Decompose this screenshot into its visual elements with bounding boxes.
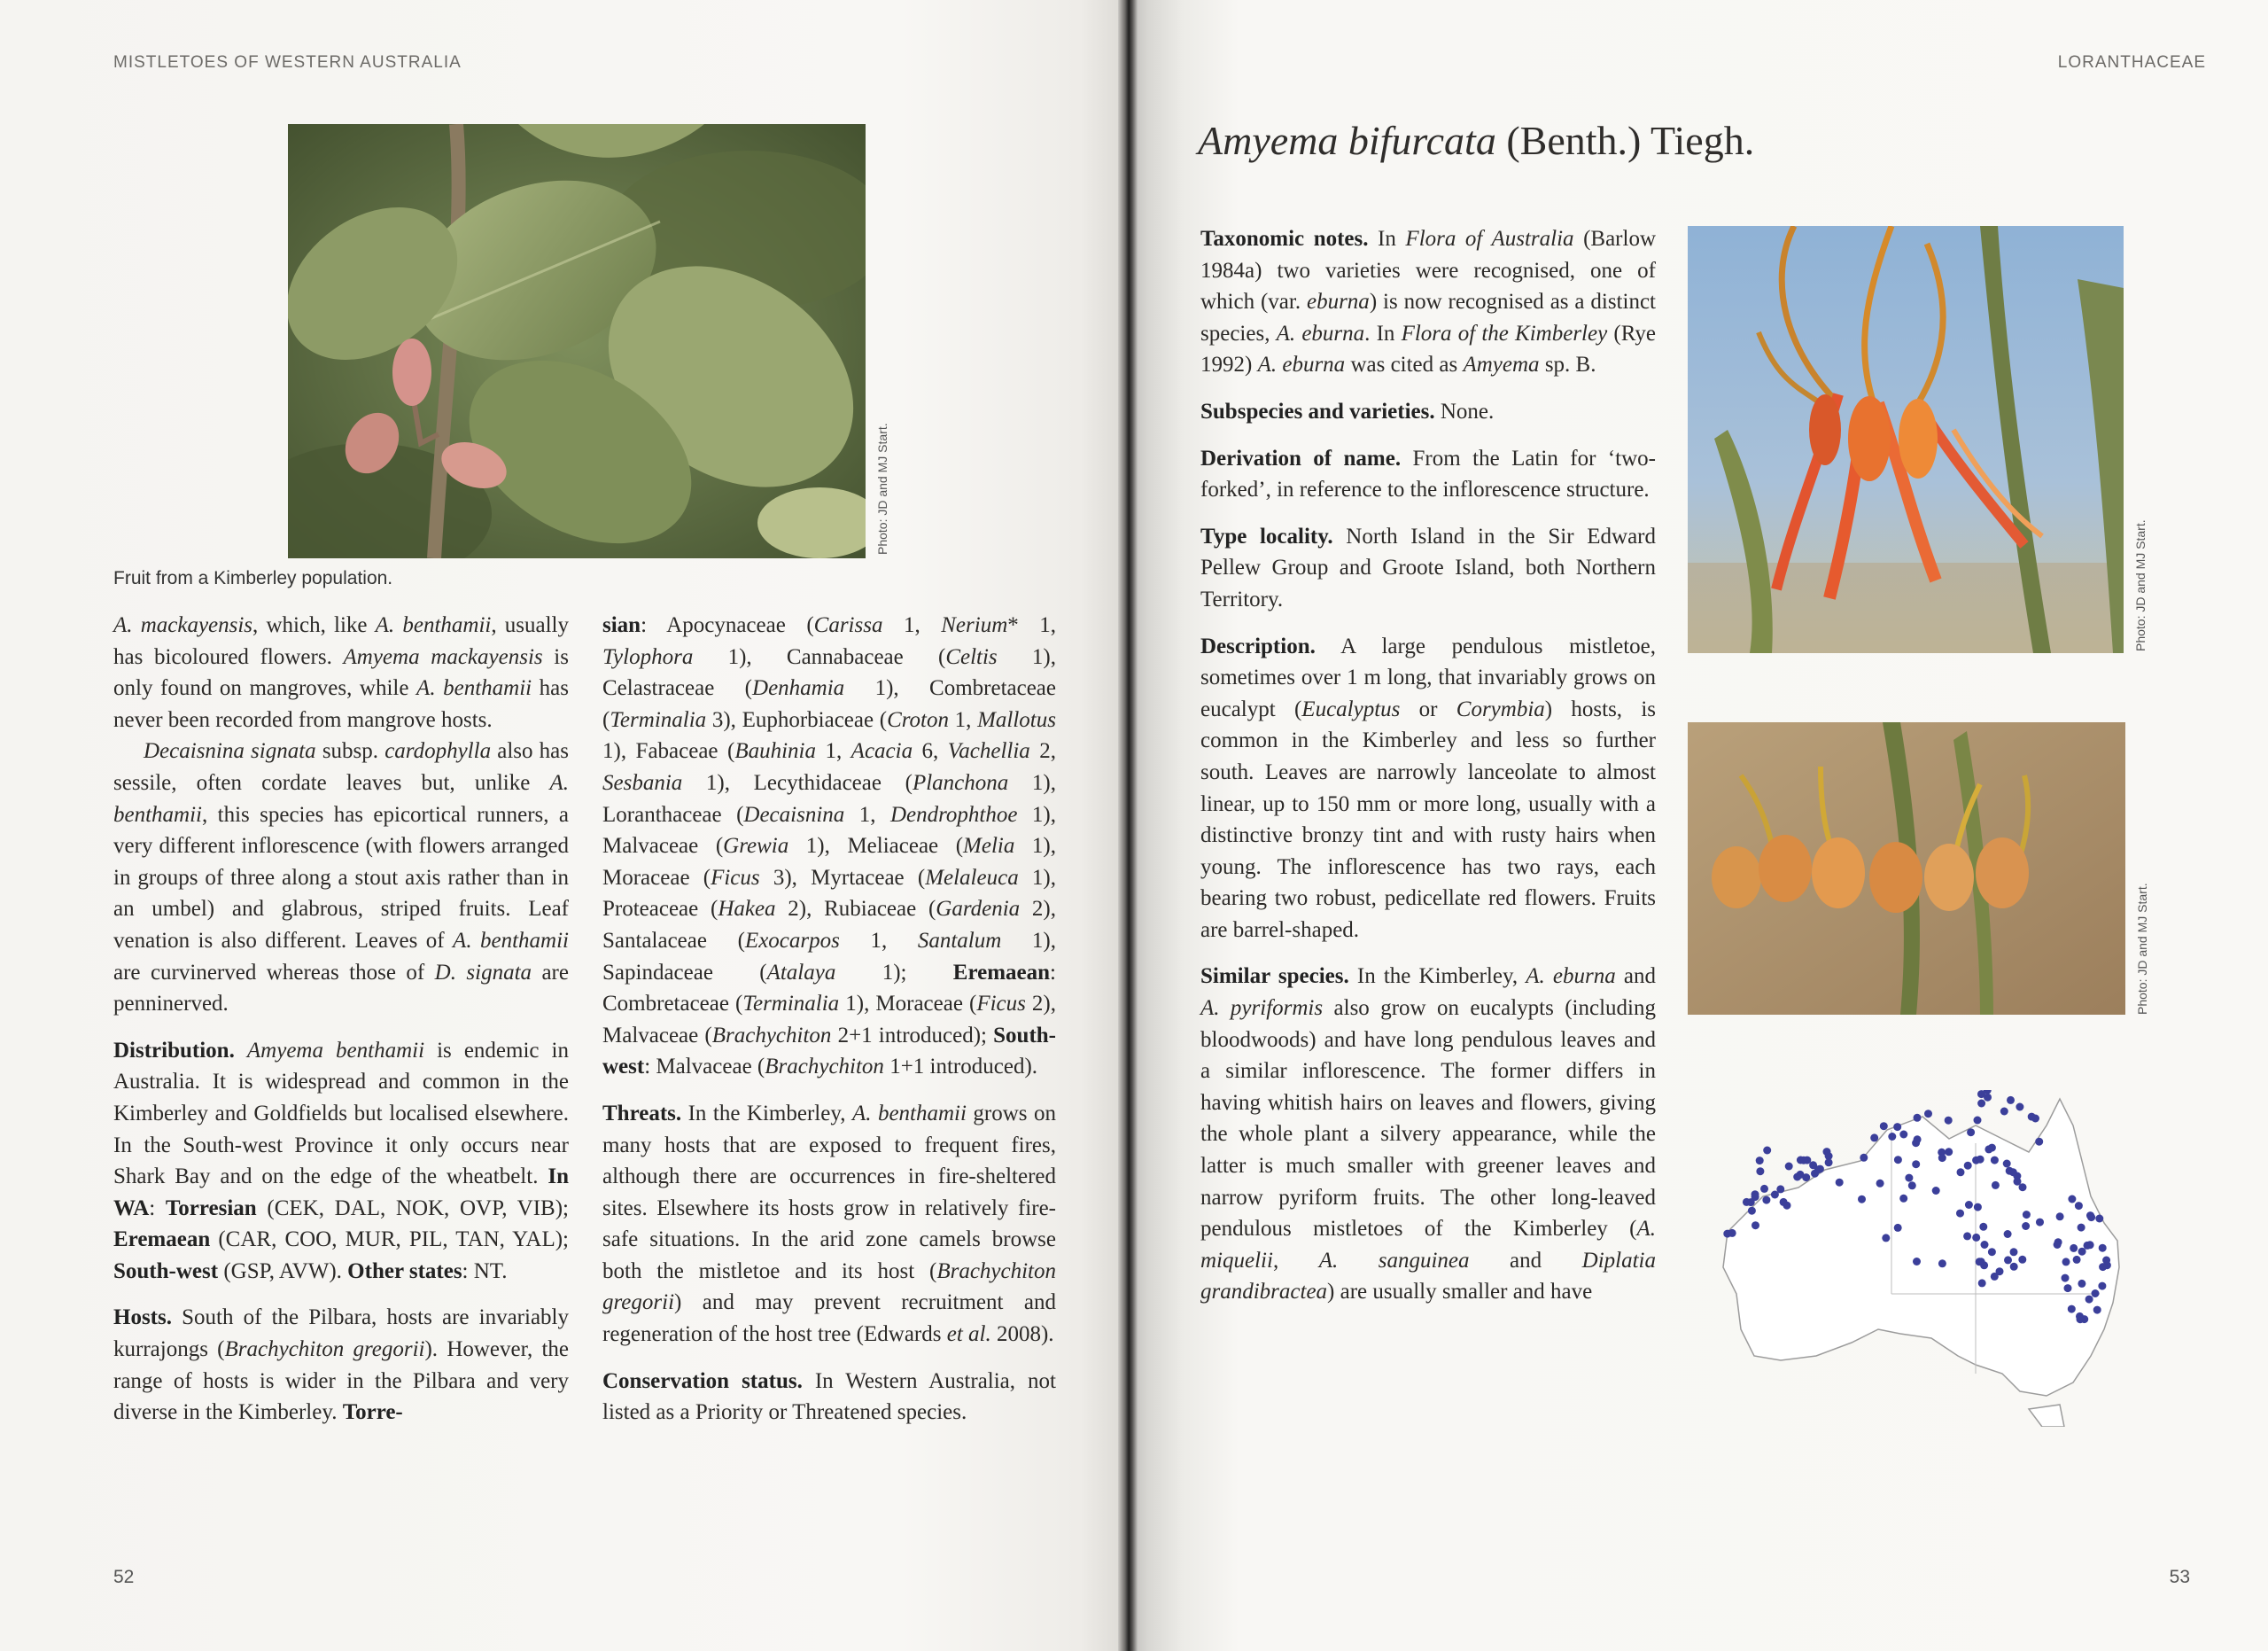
book-spine bbox=[1118, 0, 1138, 1651]
record-dot bbox=[2093, 1306, 2101, 1314]
text-run: has never been recorded from mangrove hosts. bbox=[113, 676, 570, 732]
text-run: Torre- bbox=[342, 1400, 403, 1425]
threats-paragraph bbox=[602, 1098, 1056, 1351]
text-run: Vachellia bbox=[947, 739, 1030, 764]
text-run: In the Kimberley, bbox=[1348, 964, 1526, 989]
text-run: 3), Euphorbiaceae ( bbox=[706, 707, 888, 732]
record-dot bbox=[2073, 1256, 2081, 1264]
record-dot bbox=[2000, 1108, 2008, 1116]
red-pendulous-flowers-photo-icon bbox=[1688, 226, 2124, 653]
record-dot bbox=[1793, 1173, 1801, 1181]
text-run: : Combretaceae ( bbox=[602, 960, 1056, 1016]
text-run: Hakea bbox=[718, 897, 776, 922]
record-dot bbox=[1972, 1234, 1980, 1242]
record-dot bbox=[1992, 1181, 2000, 1189]
record-dot bbox=[2016, 1103, 2023, 1111]
text-run: Decaisnina signata bbox=[144, 739, 316, 764]
text-run: 1), Moraceae ( bbox=[602, 834, 1057, 890]
record-dot bbox=[1825, 1158, 1833, 1166]
taxonomic-notes-paragraph bbox=[1200, 223, 1656, 381]
record-dot bbox=[2095, 1215, 2103, 1223]
paragraph bbox=[113, 610, 569, 736]
text-run: From the Latin for ‘two-forked’, in reference to the inflorescence structure. bbox=[1200, 446, 1656, 502]
text-run: A. eburna bbox=[1257, 353, 1346, 378]
text-run: Terminalia bbox=[742, 992, 840, 1016]
record-dot bbox=[1981, 1241, 1989, 1249]
text-run: Exocarpos bbox=[744, 928, 840, 953]
text-run: A. eburna bbox=[1276, 321, 1365, 346]
text-run: Derivation of name. bbox=[1200, 446, 1402, 471]
record-dot bbox=[1899, 1195, 1907, 1203]
text-run: ) is now recognised as a distinct species, bbox=[1200, 290, 1656, 346]
record-dot bbox=[1888, 1133, 1896, 1141]
text-run: 6, bbox=[913, 739, 948, 764]
text-run: Eremaean bbox=[113, 1227, 211, 1252]
text-run: 1+1 introduced). bbox=[883, 1055, 1038, 1079]
record-dot bbox=[2028, 1113, 2036, 1121]
record-dot bbox=[1914, 1114, 1922, 1122]
photo-credit: Photo: JD and MJ Start. bbox=[2135, 883, 2149, 1015]
record-dot bbox=[1771, 1191, 1779, 1199]
distribution-map bbox=[1710, 1090, 2126, 1427]
text-run: Amyema bbox=[1463, 353, 1540, 378]
text-run: ) are usually smaller and have bbox=[1327, 1280, 1593, 1304]
record-dot bbox=[2056, 1212, 2064, 1220]
paragraph bbox=[113, 736, 569, 1019]
right-column bbox=[1200, 223, 1656, 1308]
text-run: Santalum bbox=[917, 928, 1002, 953]
text-run: Celtis bbox=[945, 644, 998, 669]
text-run: Amyema mackayensis bbox=[343, 644, 543, 669]
page-number-left: 52 bbox=[113, 1567, 135, 1587]
record-dot bbox=[1760, 1185, 1768, 1193]
fruit-photo bbox=[288, 124, 866, 558]
mistletoe-fruit-photo-icon bbox=[288, 124, 866, 558]
text-run: , usually has bicoloured flowers. bbox=[113, 613, 569, 669]
text-run: 1), Fabaceae ( bbox=[602, 739, 735, 764]
record-dot bbox=[1836, 1179, 1844, 1187]
text-run: Corymbia bbox=[1456, 697, 1545, 721]
text-run: is endemic in Australia. It is widespread and common in the Kimberley and Goldfields but localised elsewhere. In the South-west Province it only occurs near Shark Bay and on the edge of the wheatbelt. bbox=[113, 1038, 570, 1189]
text-run: * 1, bbox=[1007, 613, 1057, 637]
text-run bbox=[235, 1039, 247, 1063]
record-dot bbox=[2078, 1224, 2085, 1232]
distribution-paragraph bbox=[113, 1035, 569, 1288]
text-run: 1); bbox=[835, 960, 953, 985]
record-dot bbox=[2062, 1258, 2070, 1266]
text-run: 1), Moraceae ( bbox=[839, 992, 977, 1016]
text-run: Eucalyptus bbox=[1301, 697, 1401, 721]
text-run: North Island in the Sir Edward Pellew Group and Groote Island, both Northern Territory. bbox=[1200, 524, 1656, 611]
photo-credit: Photo: JD and MJ Start. bbox=[875, 423, 889, 555]
text-run: In bbox=[1368, 227, 1406, 251]
record-dot bbox=[1957, 1168, 1965, 1176]
record-dot bbox=[1924, 1110, 1932, 1118]
hosts-list-paragraph bbox=[602, 610, 1056, 1083]
text-run: : Apocynaceae ( bbox=[641, 613, 814, 637]
text-run: Flora of Australia bbox=[1405, 227, 1574, 251]
record-dot bbox=[1816, 1165, 1824, 1173]
record-dot bbox=[2035, 1138, 2043, 1146]
record-dot bbox=[1967, 1128, 1975, 1136]
text-run: also grow on eucalypts (including bloodwoods) and have long pendulous leaves and a similar inflorescence. The former differs in having whitish hairs on leaves and flowers, giving the whole plant a silvery appearance, while the latter is much smaller with greener leaves and narrow pyriform fruits. The other long-leaved pendulous mistletoes of the Kimberley ( bbox=[1200, 996, 1656, 1242]
photo-credit: Photo: JD and MJ Start. bbox=[2133, 519, 2148, 651]
text-run: subsp. bbox=[315, 739, 385, 764]
record-dot bbox=[1858, 1195, 1866, 1203]
australia-distribution-map-icon bbox=[1710, 1090, 2126, 1427]
text-run: In Western Australia, not listed as a Priority or Threatened species. bbox=[602, 1368, 1056, 1425]
text-run: . In bbox=[1364, 321, 1402, 346]
left-page bbox=[0, 0, 1125, 1651]
text-run: A. benthamii bbox=[453, 928, 569, 953]
conservation-paragraph bbox=[602, 1366, 1056, 1429]
text-run: 1), Sapindaceae ( bbox=[602, 928, 1056, 985]
text-run: Decaisnina bbox=[743, 802, 845, 827]
text-run: was cited as bbox=[1345, 353, 1464, 378]
record-dot bbox=[1728, 1229, 1736, 1237]
barrel-fruits-photo-icon bbox=[1688, 722, 2125, 1015]
similar-species-paragraph bbox=[1200, 961, 1656, 1308]
text-run: South of the Pilbara, hosts are invariably kurrajongs ( bbox=[113, 1305, 569, 1362]
record-dot bbox=[1965, 1201, 1973, 1209]
record-dot bbox=[2102, 1257, 2110, 1265]
hosts-paragraph bbox=[113, 1302, 569, 1428]
record-dot bbox=[1870, 1133, 1878, 1141]
text-run: Brachychiton bbox=[765, 1055, 884, 1079]
fruit-photo-right bbox=[1688, 722, 2125, 1015]
record-dot bbox=[1799, 1156, 1807, 1164]
text-run: 1), Meliaceae ( bbox=[788, 834, 964, 859]
record-dot bbox=[1899, 1131, 1907, 1139]
text-run: Terminalia bbox=[610, 707, 707, 732]
text-run: 2+1 introduced); bbox=[831, 1023, 994, 1047]
text-run: A. sanguinea bbox=[1318, 1248, 1470, 1273]
text-run: sp. B. bbox=[1539, 353, 1596, 378]
text-run: , which, like bbox=[252, 613, 376, 637]
text-run: 1), Malvaceae ( bbox=[602, 802, 1056, 859]
record-dot bbox=[1938, 1259, 1946, 1267]
figure-caption: Fruit from a Kimberley population. bbox=[113, 568, 393, 588]
text-run: Denhamia bbox=[752, 676, 845, 701]
text-run: Carissa bbox=[813, 613, 883, 637]
text-run: Planchona bbox=[912, 770, 1009, 795]
text-run: (Barlow 1984a) two varieties were recognised, one of which (var. bbox=[1200, 227, 1656, 315]
record-dot bbox=[1905, 1174, 1913, 1182]
text-run: Ficus bbox=[711, 865, 760, 890]
record-dot bbox=[2099, 1263, 2107, 1271]
record-dot bbox=[2078, 1280, 2085, 1288]
record-dot bbox=[2004, 1230, 2012, 1238]
record-dot bbox=[1988, 1248, 1996, 1256]
text-run: : bbox=[149, 1195, 166, 1220]
record-dot bbox=[2054, 1241, 2062, 1249]
text-run: , this species has epicortical runners, a very different inflorescence (with flowers arranged in groups of three along a stout axis rather than in an umbel) and glabrous, striped fruits. Leaf venation is also different. Leaves of bbox=[113, 802, 569, 953]
record-dot bbox=[1991, 1156, 1999, 1164]
text-run: Eremaean bbox=[952, 960, 1051, 985]
text-run: Acacia bbox=[850, 739, 913, 764]
text-run: 1), Proteaceae ( bbox=[602, 865, 1056, 922]
record-dot bbox=[1974, 1203, 1982, 1211]
text-run: Description. bbox=[1200, 634, 1316, 658]
text-run: A. benthamii bbox=[113, 770, 569, 827]
record-dot bbox=[1763, 1147, 1771, 1155]
text-run: Melaleuca bbox=[925, 865, 1019, 890]
text-run: Torresian bbox=[165, 1195, 257, 1220]
record-dot bbox=[1756, 1156, 1764, 1164]
description-paragraph bbox=[1200, 631, 1656, 946]
text-run: Conservation status. bbox=[602, 1368, 803, 1393]
record-dot bbox=[1747, 1198, 1755, 1206]
record-dot bbox=[1945, 1117, 1953, 1125]
text-run: A. benthamii bbox=[375, 613, 492, 637]
text-run: Ficus bbox=[976, 992, 1026, 1016]
record-dot bbox=[1785, 1163, 1793, 1171]
record-dot bbox=[1979, 1223, 1987, 1231]
species-name: Amyema bifurcata bbox=[1198, 118, 1496, 163]
record-dot bbox=[1974, 1117, 1982, 1125]
record-dot bbox=[1880, 1122, 1888, 1130]
record-dot bbox=[1963, 1232, 1971, 1240]
text-run: Amyema benthamii bbox=[246, 1038, 425, 1063]
text-run: and bbox=[1615, 964, 1656, 989]
record-dot bbox=[1978, 1279, 1986, 1287]
text-run: are curvinerved whereas those of bbox=[113, 960, 435, 985]
text-run: South-west bbox=[602, 1023, 1057, 1079]
text-run: 2), Santalaceae ( bbox=[602, 897, 1056, 953]
text-run: A. benthamii bbox=[416, 676, 532, 701]
record-dot bbox=[2068, 1195, 2076, 1203]
text-run: Other states bbox=[347, 1258, 462, 1283]
record-dot bbox=[2098, 1282, 2106, 1290]
text-run: 1, bbox=[949, 707, 978, 732]
left-column-2 bbox=[602, 610, 1056, 1429]
record-dot bbox=[1964, 1162, 1972, 1170]
record-dot bbox=[2077, 1315, 2085, 1323]
record-dot bbox=[2087, 1213, 2095, 1221]
record-dot bbox=[1945, 1148, 1953, 1156]
record-dot bbox=[1756, 1167, 1764, 1175]
text-run: (GSP, AVW). bbox=[218, 1258, 348, 1283]
text-run: A. eburna bbox=[1526, 964, 1616, 989]
record-dot bbox=[2068, 1305, 2076, 1313]
text-run: (Rye 1992) bbox=[1200, 321, 1656, 378]
type-locality-paragraph bbox=[1200, 521, 1656, 616]
running-head-left: MISTLETOES OF WESTERN AUSTRALIA bbox=[113, 53, 462, 72]
record-dot bbox=[1956, 1210, 1964, 1218]
record-dot bbox=[2004, 1256, 2012, 1264]
text-run: Croton bbox=[887, 707, 949, 732]
record-dot bbox=[1976, 1258, 1984, 1266]
text-run: Distribution. bbox=[113, 1038, 235, 1063]
text-run: : Malvaceae ( bbox=[644, 1055, 765, 1079]
page-number-right: 53 bbox=[2169, 1567, 2190, 1587]
text-run: ) and may prevent recruitment and regeneration of the host tree (Edwards bbox=[602, 1290, 1056, 1347]
text-run: and bbox=[1469, 1248, 1582, 1273]
text-run: Melia bbox=[963, 834, 1015, 859]
record-dot bbox=[1938, 1154, 1946, 1162]
text-run: or bbox=[1400, 697, 1456, 721]
text-run: 2), Malvaceae ( bbox=[602, 992, 1056, 1047]
text-run: Gardenia bbox=[936, 897, 1021, 922]
text-run: Tylophora bbox=[602, 644, 694, 669]
text-run: Taxonomic notes. bbox=[1200, 227, 1369, 251]
text-run: 1, bbox=[815, 739, 851, 764]
text-run: 1), Loranthaceae ( bbox=[602, 770, 1056, 827]
text-run: Threats. bbox=[602, 1101, 682, 1125]
text-run: sian bbox=[602, 613, 641, 637]
text-run: In the Kimberley, bbox=[681, 1101, 852, 1125]
text-run: Sesbania bbox=[602, 770, 683, 795]
text-run: Brachychiton gregorii bbox=[602, 1258, 1056, 1315]
text-run: None. bbox=[1434, 399, 1495, 424]
text-run: also has sessile, often cordate leaves but, unlike bbox=[113, 739, 569, 795]
text-run: Similar species. bbox=[1200, 964, 1349, 989]
text-run: Atalaya bbox=[766, 960, 836, 985]
record-dot bbox=[1894, 1156, 1902, 1164]
left-column-1 bbox=[113, 610, 569, 1429]
record-dot bbox=[1751, 1221, 1759, 1229]
text-run: In WA bbox=[113, 1164, 569, 1220]
record-dot bbox=[2009, 1168, 2017, 1176]
record-dot bbox=[1893, 1123, 1901, 1131]
record-dot bbox=[2036, 1219, 2044, 1227]
text-run: D. signata bbox=[434, 960, 532, 985]
record-dot bbox=[2064, 1284, 2072, 1292]
text-run: is only found on mangroves, while bbox=[113, 644, 569, 701]
text-run: Diplatia grandibractea bbox=[1200, 1248, 1656, 1304]
text-run: A. pyriformis bbox=[1200, 996, 1324, 1021]
flower-photo bbox=[1688, 226, 2124, 653]
text-run: Brachychiton bbox=[711, 1023, 832, 1047]
text-run: Nerium bbox=[941, 613, 1008, 637]
record-dot bbox=[1996, 1267, 2004, 1275]
record-dot bbox=[2010, 1263, 2018, 1271]
record-dot bbox=[2022, 1222, 2030, 1230]
text-run: 1, bbox=[882, 613, 942, 637]
running-head-right: LORANTHACEAE bbox=[2057, 53, 2206, 72]
record-dot bbox=[2085, 1296, 2093, 1304]
record-dot bbox=[1780, 1198, 1788, 1206]
record-dot bbox=[1912, 1160, 1920, 1168]
text-run: 2), Rubiaceae ( bbox=[775, 897, 936, 922]
text-run: Subspecies and varieties. bbox=[1200, 399, 1435, 424]
text-run: 1, bbox=[839, 928, 918, 953]
text-run: (CEK, DAL, NOK, OVP, VIB); bbox=[256, 1195, 569, 1220]
record-dot bbox=[1908, 1181, 1916, 1189]
record-dot bbox=[2092, 1289, 2100, 1297]
record-dot bbox=[2007, 1096, 2015, 1104]
text-run: 1), Cannabaceae ( bbox=[693, 644, 946, 669]
text-run: South-west bbox=[113, 1258, 219, 1283]
text-run: Mallotus bbox=[977, 707, 1056, 732]
record-dot bbox=[1876, 1180, 1884, 1188]
text-run: A large pendulous mistletoe, sometimes over 1 m long, that invariably grows on eucalypt ( bbox=[1200, 634, 1656, 721]
record-dot bbox=[2075, 1202, 2083, 1210]
subspecies-paragraph bbox=[1200, 396, 1656, 428]
record-dot bbox=[2078, 1248, 2086, 1256]
record-dot bbox=[1984, 1145, 1992, 1153]
record-dot bbox=[1860, 1154, 1868, 1162]
text-run: eburna bbox=[1306, 290, 1370, 315]
text-run: et al. bbox=[946, 1322, 991, 1347]
record-dot bbox=[1977, 1100, 1985, 1108]
text-run: Bauhinia bbox=[734, 739, 816, 764]
record-dot bbox=[1762, 1196, 1770, 1204]
text-run: grows on many hosts that are exposed to frequent fires, although there are occurrences in fire-sheltered sites. Elsewhere its hosts grow in relatively fire-safe situations. In the arid zone camels browse both the mistletoe and its host ( bbox=[602, 1101, 1057, 1283]
text-run: are penninerved. bbox=[113, 960, 569, 1016]
text-run: A. mackayensis bbox=[113, 613, 253, 637]
record-dot bbox=[2099, 1244, 2107, 1252]
record-dot bbox=[1894, 1224, 1902, 1232]
text-run: Hosts. bbox=[113, 1305, 172, 1330]
record-dot bbox=[2003, 1160, 2011, 1168]
record-dot bbox=[2023, 1211, 2031, 1219]
record-dot bbox=[2018, 1256, 2026, 1264]
text-run: cardophylla bbox=[384, 739, 492, 764]
record-dot bbox=[2019, 1183, 2027, 1191]
text-run: 1, bbox=[844, 802, 890, 827]
record-dot bbox=[1913, 1258, 1921, 1266]
text-run: Dendrophthoe bbox=[889, 802, 1018, 827]
text-run: : NT. bbox=[462, 1258, 508, 1283]
text-run: 2008). bbox=[990, 1322, 1054, 1347]
text-run: A. miquelii bbox=[1200, 1217, 1656, 1273]
text-run: 1), Celastraceae ( bbox=[602, 644, 1056, 701]
text-run: 1), Combretaceae ( bbox=[602, 676, 1056, 732]
text-run: Type locality. bbox=[1200, 524, 1333, 549]
text-run: ). However, the range of hosts is wider in the Pilbara and very diverse in the Kimberley. bbox=[113, 1337, 569, 1425]
text-run: 2, bbox=[1029, 739, 1057, 764]
text-run: Brachychiton gregorii bbox=[224, 1337, 425, 1362]
text-run: Flora of the Kimberley bbox=[1401, 321, 1608, 346]
text-run: ) hosts, is common in the Kimberley and less so further south. Leaves are narrowly lanceolate to almost linear, up to 150 mm or more long, usually with a distinctive bronzy tint and with rusty hairs when young. The inflorescence has two rays, each bearing two robust, pedicellate red flowers. Fruits are barrel-shaped. bbox=[1200, 697, 1656, 942]
text-run: (CAR, COO, MUR, PIL, TAN, YAL); bbox=[210, 1227, 569, 1252]
record-dot bbox=[1977, 1156, 1984, 1164]
text-run: Grewia bbox=[723, 834, 789, 859]
text-run: , bbox=[1272, 1248, 1319, 1273]
text-run: 3), Myrtaceae ( bbox=[759, 865, 926, 890]
record-dot bbox=[2084, 1242, 2092, 1250]
species-authority: (Benth.) Tiegh. bbox=[1495, 118, 1755, 163]
record-dot bbox=[1932, 1187, 1940, 1195]
record-dot bbox=[1809, 1161, 1817, 1169]
record-dot bbox=[1748, 1207, 1756, 1215]
record-dot bbox=[2070, 1244, 2078, 1252]
record-dot bbox=[1882, 1234, 1890, 1242]
record-dot bbox=[1914, 1135, 1922, 1143]
species-title bbox=[1198, 117, 1754, 164]
derivation-paragraph bbox=[1200, 443, 1656, 506]
record-dot bbox=[2062, 1274, 2070, 1282]
text-run: 1), Lecythidaceae ( bbox=[682, 770, 913, 795]
record-dot bbox=[2010, 1248, 2018, 1256]
text-run: A. benthamii bbox=[851, 1101, 967, 1125]
